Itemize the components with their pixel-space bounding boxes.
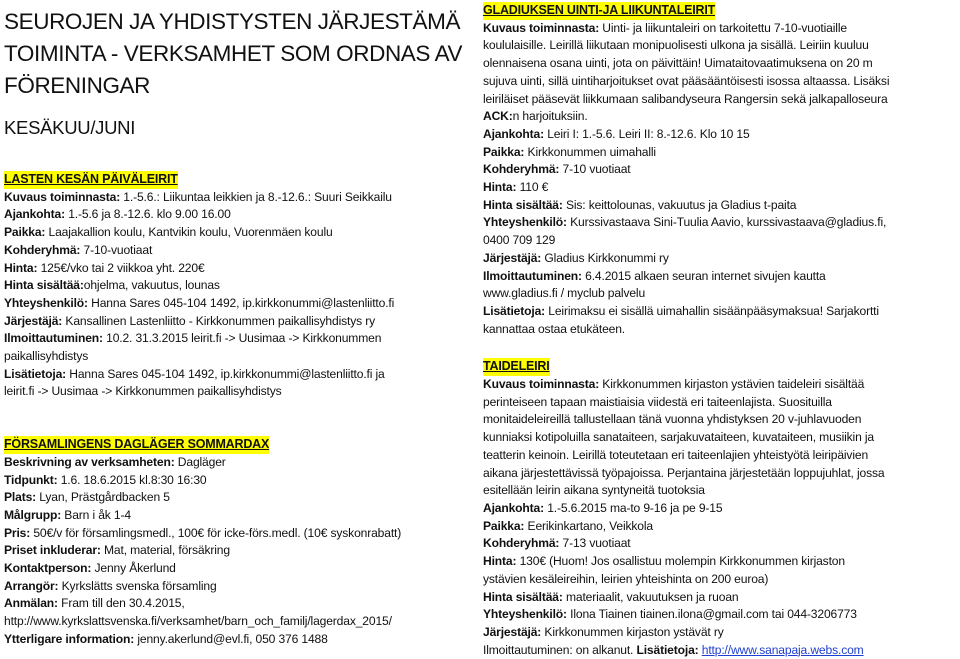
text-line: Järjestäjä: Kansallinen Lastenliitto - Kirkkonummen paikallisyhdistys ry	[4, 313, 376, 328]
text-line: Målgrupp: Barn i åk 1-4	[4, 507, 131, 522]
text-line: koululaisille. Leirillä liikutaan monipuolisesti ulkona ja sisällä. Leiriin kuuluu	[483, 38, 869, 53]
text-line: Ajankohta: Leiri I: 1.-5.6. Leiri II: 8.-12.6. Klo 10 15	[483, 126, 750, 141]
registration-text: Ilmoittautuminen: on alkanut.	[483, 642, 637, 657]
title-line-1: SEUROJEN JA YHDISTYSTEN JÄRJESTÄMÄ	[4, 9, 461, 34]
text-line: Anmälan: Fram till den 30.4.2015,	[4, 596, 185, 611]
text-line: Pris: 50€/v för församlingsmedl., 100€ för icke-förs.medl. (10€ syskonrabatt)	[4, 525, 402, 540]
text-line: perinteiseen tapaan maistiaisia viidestä eri taiteenlajista. Suosituilla	[483, 394, 832, 409]
sanapaja-link[interactable]: http://www.sanapaja.webs.com	[701, 642, 864, 657]
text-line: Ytterligare information: jenny.akerlund@evl.fi, 050 376 1488	[4, 631, 328, 646]
text-line: Hinta sisältää: Sis: keittolounas, vakuutus ja Gladius t-paita	[483, 197, 797, 212]
text-line: www.gladius.fi / myclub palvelu	[483, 286, 646, 301]
text-line: Järjestäjä: Gladius Kirkkonummi ry	[483, 250, 669, 265]
text-line: 0400 709 129	[483, 233, 556, 248]
text-line: Kuvaus toiminnasta: Kirkkonummen kirjaston ystävien taideleiri sisältää	[483, 377, 865, 392]
page-title	[4, 6, 474, 102]
section-gladius-leirit	[483, 2, 957, 338]
text-line: Yhteyshenkilö: Kurssivastaava Sini-Tuulia Aavio, kurssivastaava@gladius.fi,	[483, 215, 887, 230]
text-line: Paikka: Laajakallion koulu, Kantvikin koulu, Vuorenmäen koulu	[4, 225, 333, 240]
text-line: aikana järjestettävissä työpajoissa. Perjantaina järjestetään loppujuhlat, jossa	[483, 465, 885, 480]
text-line: Priset inkluderar: Mat, material, försäkring	[4, 543, 230, 558]
left-column	[4, 0, 474, 649]
text-line: Yhteyshenkilö: Hanna Sares 045-104 1492, ip.kirkkonummi@lastenliitto.fi	[4, 295, 395, 310]
text-line: Paikka: Kirkkonummen uimahalli	[483, 144, 656, 159]
text-line: Ilmoittautuminen: 10.2. 31.3.2015 leirit.fi -> Uusimaa -> Kirkkonummen	[4, 331, 382, 346]
season-heading: KESÄKUU/JUNI	[4, 117, 136, 138]
section-taideleiri	[483, 358, 957, 659]
text-line: Kuvaus toiminnasta: Uinti- ja liikuntaleiri on tarkoitettu 7-10-vuotiaille	[483, 20, 847, 35]
text-line: teatterin keinoin. Leirillä toteutetaan eri taiteenlajien yhteistyötä leiripäivien	[483, 447, 869, 462]
text-line: monitaideleireillä tallustellaan tänä vuonna yhdistyksen 20 v-juhlavuoden	[483, 412, 862, 427]
section-lasten-paivaleirit	[4, 171, 474, 401]
section-forsamlingens-daglager	[4, 436, 474, 648]
text-line: Tidpunkt: 1.6. 18.6.2015 kl.8:30 16:30	[4, 472, 207, 487]
text-line: olennaisena osana uinti, jota on päivittäin! Uimataitovaatimuksena on 20 m	[483, 56, 873, 71]
text-line: Kohderyhmä: 7-10 vuotiaat	[483, 162, 631, 177]
section-heading: FÖRSAMLINGENS DAGLÄGER SOMMARDAX	[4, 436, 269, 454]
text-line: Hinta: 110 €	[483, 180, 549, 195]
section-heading: TAIDELEIRI	[483, 358, 550, 376]
text-line: Hinta sisältää:ohjelma, vakuutus, lounas	[4, 278, 220, 293]
title-line-3: FÖRENINGAR	[4, 73, 151, 98]
text-line: leirit.fi -> Uusimaa -> Kirkkonummen paikallisyhdistys	[4, 384, 282, 399]
text-line: Beskrivning av verksamheten: Dagläger	[4, 454, 226, 469]
text-line: ystävien kesäleireihin, leirien yhteishinta on 200 euroa)	[483, 571, 769, 586]
right-column	[483, 0, 957, 659]
text-line: http://www.kyrkslattsvenska.fi/verksamhet/barn_och_familj/lagerdax_2015/	[4, 614, 392, 629]
text-line: Lisätietoja: Hanna Sares 045-104 1492, ip.kirkkonummi@lastenliitto.fi ja	[4, 366, 385, 381]
text-line: Ajankohta: 1.-5.6 ja 8.-12.6. klo 9.00 16.00	[4, 207, 231, 222]
text-line: Kuvaus toiminnasta: 1.-5.6.: Liikuntaa leikkien ja 8.-12.6.: Suuri Seikkailu	[4, 189, 392, 204]
text-line	[483, 642, 957, 659]
text-line: Hinta sisältää: materiaalit, vakuutuksen ja ruoan	[483, 589, 739, 604]
text-line: Ilmoittautuminen: 6.4.2015 alkaen seuran internet sivujen kautta	[483, 268, 826, 283]
section-heading: GLADIUKSEN UINTI-JA LIIKUNTALEIRIT	[483, 2, 715, 20]
text-line: Kohderyhmä: 7-13 vuotiaat	[483, 536, 631, 551]
text-line: Kontaktperson: Jenny Åkerlund	[4, 561, 176, 576]
text-line: Paikka: Eerikinkartano, Veikkola	[483, 518, 653, 533]
text-line: Arrangör: Kyrkslätts svenska församling	[4, 578, 217, 593]
text-line: Hinta: 130€ (Huom! Jos osallistuu molempin Kirkkonummen kirjaston	[483, 554, 845, 569]
text-line: sujuva uinti, sillä uintiharjoitukset ovat pääsääntöisesti isossa altaassa. Lisäksi	[483, 73, 890, 88]
text-line: Kohderyhmä: 7-10-vuotiaat	[4, 242, 153, 257]
text-line: ACK:n harjoituksiin.	[483, 109, 588, 124]
text-line: kannattaa ostaa etukäteen.	[483, 321, 626, 336]
text-line: Lisätietoja: Leirimaksu ei sisällä uimahallin sisäänpääsymaksua! Sarjakortti	[483, 303, 879, 318]
text-line: Plats: Lyan, Prästgårdbacken 5	[4, 490, 170, 505]
text-line: leiriläiset pääsevät liikkumaan salibandyseura Rangersin sekä jalkapalloseura	[483, 91, 888, 106]
section-heading: LASTEN KESÄN PÄIVÄLEIRIT	[4, 171, 178, 189]
text-line: esitellään leirin aikana syntyneitä tuotoksia	[483, 483, 705, 498]
text-line: paikallisyhdistys	[4, 349, 89, 364]
text-line: Yhteyshenkilö: Ilona Tiainen tiainen.ilona@gmail.com tai 044-3206773	[483, 607, 857, 622]
text-line: Ajankohta: 1.-5.6.2015 ma-to 9-16 ja pe 9-15	[483, 500, 723, 515]
text-line: Järjestäjä: Kirkkonummen kirjaston ystävät ry	[483, 624, 724, 639]
text-line: Hinta: 125€/vko tai 2 viikkoa yht. 220€	[4, 260, 205, 275]
more-info-label: Lisätietoja:	[636, 642, 702, 657]
title-line-2: TOIMINTA - VERKSAMHET SOM ORDNAS AV	[4, 41, 463, 66]
text-line: kunniaksi kotipoluilla sanataiteen, sarjakuvataiteen, kuvataiteen, musiikin ja	[483, 430, 874, 445]
